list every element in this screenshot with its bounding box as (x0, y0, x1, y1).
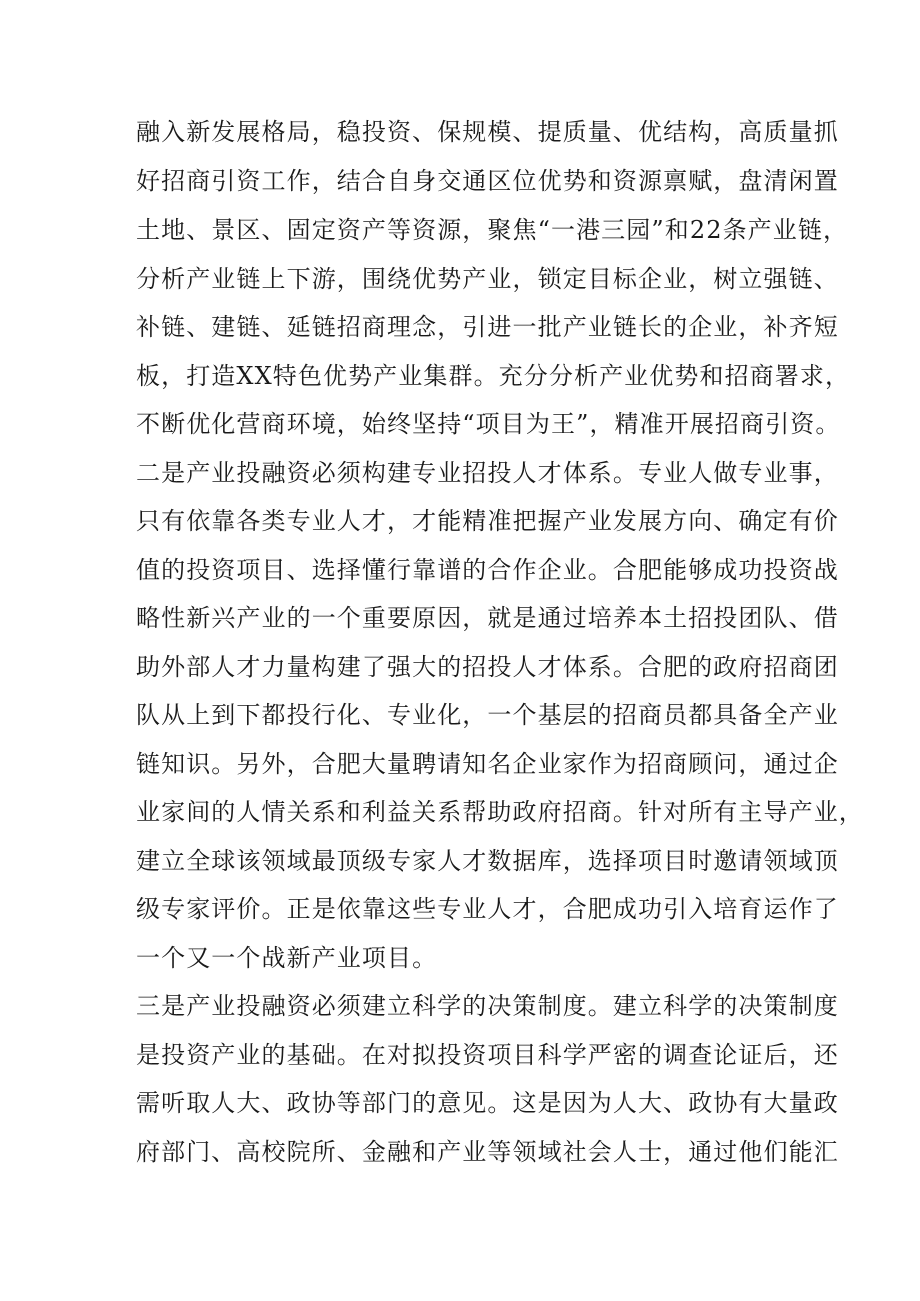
text-line: 土地、景区、固定资产等资源，聚焦“一港三园”和22条产业链， (136, 216, 849, 244)
text-line: 值的投资项目、选择懂行靠谱的合作企业。合肥能够成功投资战 (136, 556, 839, 584)
text-line: 府部门、高校院所、金融和产业等领域社会人士，通过他们能汇 (136, 1138, 839, 1166)
text-line: 三是产业投融资必须建立科学的决策制度。建立科学的决策制度 (136, 992, 839, 1020)
text-line: 助外部人才力量构建了强大的招投人才体系。合肥的政府招商团 (136, 653, 839, 681)
text-line: 不断优化营商环境，始终坚持“项目为王”，精准开展招商引资。 (136, 410, 841, 438)
text-line: 队从上到下都投行化、专业化，一个基层的招商员都具备全产业 (136, 701, 839, 729)
text-line: 是投资产业的基础。在对拟投资项目科学严密的调查论证后，还 (136, 1041, 839, 1069)
text-line: 补链、建链、延链招商理念，引进一批产业链长的企业，补齐短 (136, 313, 839, 341)
text-line: 融入新发展格局，稳投资、保规模、提质量、优结构，高质量抓 (136, 118, 839, 146)
text-line: 分析产业链上下游，围绕优势产业，锁定目标企业，树立强链、 (136, 265, 839, 293)
text-line: 业家间的人情关系和利益关系帮助政府招商。针对所有主导产业， (136, 798, 864, 826)
text-line: 链知识。另外，合肥大量聘请知名企业家作为招商顾问，通过企 (136, 750, 839, 778)
text-line: 需听取人大、政协等部门的意见。这是因为人大、政协有大量政 (136, 1089, 839, 1117)
text-line: 建立全球该领域最顶级专家人才数据库，选择项目时邀请领域顶 (136, 847, 839, 875)
text-line: 略性新兴产业的一个重要原因，就是通过培养本土招投团队、借 (136, 604, 839, 632)
text-line: 二是产业投融资必须构建专业招投人才体系。专业人做专业事， (136, 459, 839, 487)
text-line: 只有依靠各类专业人才，才能精准把握产业发展方向、确定有价 (136, 507, 839, 535)
text-line: 好招商引资工作，结合自身交通区位优势和资源禀赋，盘清闲置 (136, 167, 839, 195)
text-line: 一个又一个战新产业项目。 (136, 944, 438, 972)
text-line: 板，打造XX特色优势产业集群。充分分析产业优势和招商署求， (136, 362, 851, 390)
text-line: 级专家评价。正是依靠这些专业人才，合肥成功引入培育运作了 (136, 895, 839, 923)
